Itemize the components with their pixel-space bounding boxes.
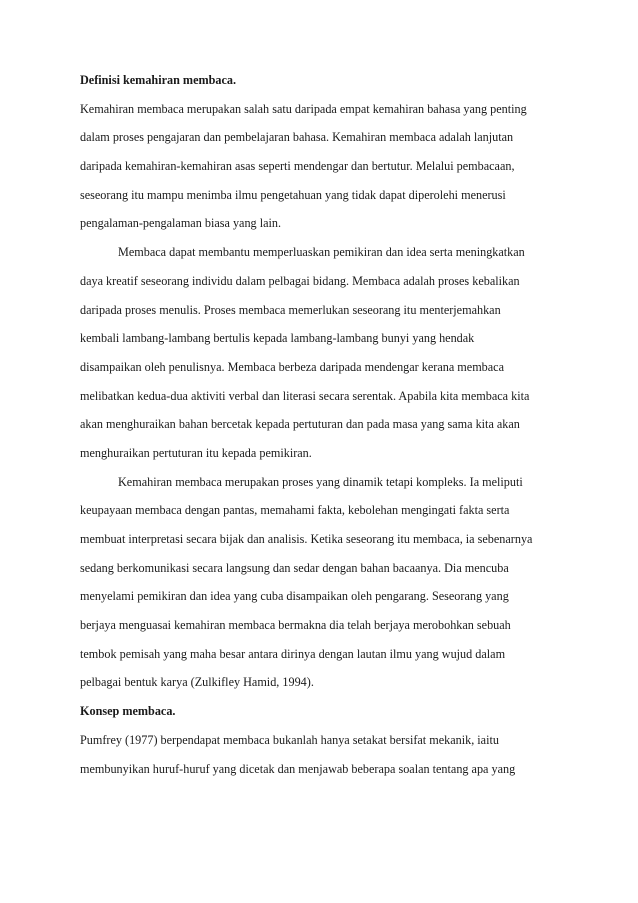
- text-line: Membaca dapat membantu memperluaskan pemikiran dan idea serta meningkatkan: [118, 245, 525, 260]
- document-body: [80, 66, 560, 783]
- text-line: berjaya menguasai kemahiran membaca bermakna dia telah berjaya merobohkan sebuah: [80, 618, 511, 633]
- text-line: tembok pemisah yang maha besar antara dirinya dengan lautan ilmu yang wujud dalam: [80, 646, 506, 661]
- text-line: membuat interpretasi secara bijak dan analisis. Ketika seseorang itu membaca, ia sebenarnya: [80, 532, 533, 546]
- text-line: membunyikan huruf-huruf yang dicetak dan menjawab beberapa soalan tentang apa yang: [80, 761, 516, 776]
- text-line: menghuraikan pertuturan itu kepada pemikiran.: [80, 445, 312, 460]
- text-line: akan menghuraikan bahan bercetak kepada pertuturan dan pada masa yang sama kita akan: [80, 417, 520, 432]
- paragraph-3: [80, 468, 560, 698]
- text-line: menyelami pemikiran dan idea yang cuba disampaikan oleh pengarang. Seseorang yang: [80, 589, 509, 604]
- text-line: kembali lambang-lambang bertulis kepada lambang-lambang bunyi yang hendak: [80, 331, 475, 346]
- text-line: daripada kemahiran-kemahiran asas seperti mendengar dan bertutur. Melalui pembacaan,: [80, 159, 515, 174]
- text-line: pelbagai bentuk karya (Zulkifley Hamid, 1994).: [80, 675, 314, 690]
- text-line: keupayaan membaca dengan pantas, memahami fakta, kebolehan mengingati fakta serta: [80, 503, 510, 518]
- section-heading-concept: Konsep membaca.: [80, 704, 176, 719]
- text-line: daya kreatif seseorang individu dalam pelbagai bidang. Membaca adalah proses kebalikan: [80, 273, 520, 288]
- paragraph-4: [80, 726, 560, 783]
- text-line: Kemahiran membaca merupakan salah satu daripada empat kemahiran bahasa yang penting: [80, 101, 527, 116]
- section-heading-definition: Definisi kemahiran membaca.: [80, 73, 237, 87]
- paragraph-2: [80, 238, 560, 468]
- text-line: dalam proses pengajaran dan pembelajaran bahasa. Kemahiran membaca adalah lanjutan: [80, 130, 514, 145]
- text-line: Kemahiran membaca merupakan proses yang dinamik tetapi kompleks. Ia meliputi: [118, 474, 523, 489]
- text-line: sedang berkomunikasi secara langsung dan sedar dengan bahan bacaanya. Dia mencuba: [80, 560, 509, 575]
- text-line: melibatkan kedua-dua aktiviti verbal dan literasi secara serentak. Apabila kita membaca kita: [80, 388, 530, 403]
- text-line: Pumfrey (1977) berpendapat membaca bukanlah hanya setakat bersifat mekanik, iaitu: [80, 732, 499, 747]
- text-line: seseorang itu mampu menimba ilmu pengetahuan yang tidak dapat diperolehi menerusi: [80, 187, 506, 202]
- text-line: disampaikan oleh penulisnya. Membaca berbeza daripada mendengar kerana membaca: [80, 359, 504, 374]
- text-line: pengalaman-pengalaman biasa yang lain.: [80, 216, 282, 231]
- paragraph-1: [80, 95, 560, 238]
- text-line: daripada proses menulis. Proses membaca memerlukan seseorang itu menterjemahkan: [80, 302, 501, 317]
